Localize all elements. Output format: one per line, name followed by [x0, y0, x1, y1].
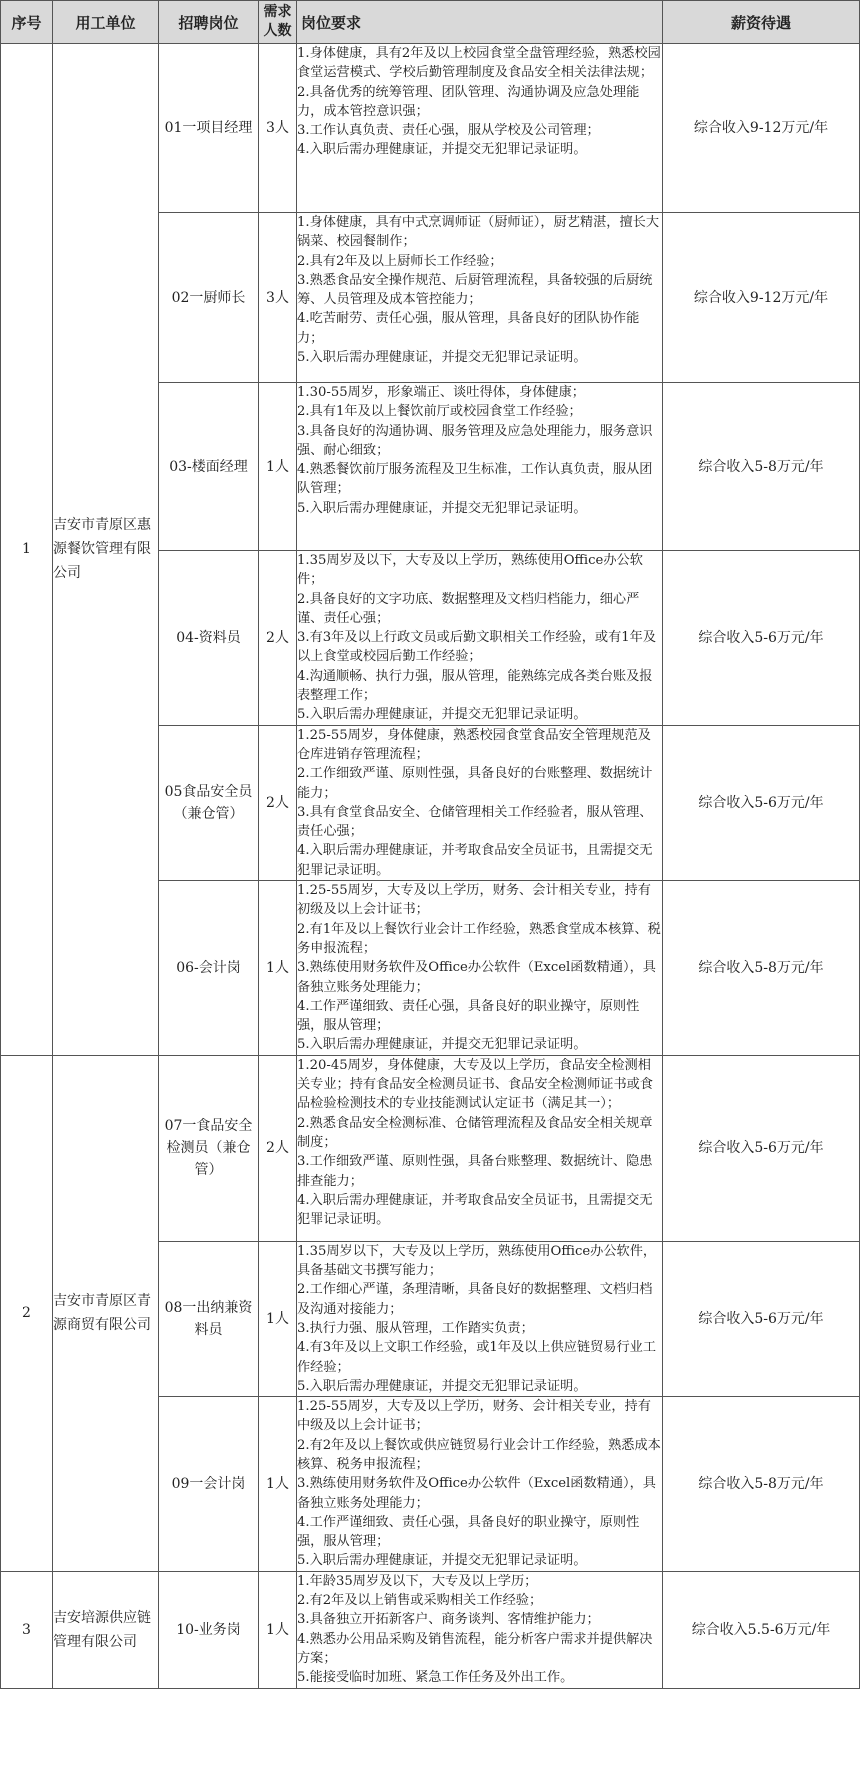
position-cell: 02一厨师长 — [159, 213, 259, 383]
position-cell: 09一会计岗 — [159, 1397, 259, 1572]
requirement-item: 1.35周岁及以下，大专及以上学历，熟练使用Office办公软件； — [297, 553, 643, 588]
header-count: 需求 人数 — [259, 1, 297, 44]
seq-cell: 1 — [1, 44, 53, 1056]
count-cell: 1人 — [259, 1397, 297, 1572]
requirement-item: 3.具备良好的沟通协调、服务管理及应急处理能力，服务意识强、耐心细致； — [297, 423, 653, 458]
requirement-item: 5.入职后需办理健康证，并提交无犯罪记录证明。 — [297, 1037, 587, 1053]
requirement-item: 1.25-55周岁，大专及以上学历，财务、会计相关专业，持有中级及以上会计证书； — [297, 1399, 651, 1434]
requirement-item: 3.熟练使用财务软件及Office办公软件（Excel函数精通），具备独立账务处理能力； — [297, 960, 656, 995]
requirement-item: 1.身体健康，具有2年及以上校园食堂全盘管理经验，熟悉校园食堂运营模式、学校后勤管理制度及食品安全相关法律法规； — [297, 46, 661, 81]
requirement-item: 5.入职后需办理健康证，并提交无犯罪记录证明。 — [297, 350, 587, 366]
salary-cell: 综合收入5-8万元/年 — [663, 881, 860, 1056]
requirement-item: 3.具有食堂食品安全、仓储管理相关工作经验者，服从管理、责任心强； — [297, 804, 653, 840]
requirement-item: 3.执行力强、服从管理，工作踏实负责； — [297, 1320, 534, 1336]
table-header-row — [1, 1, 860, 44]
requirement-item: 2.具有2年及以上厨师长工作经验； — [297, 253, 503, 269]
requirement-item: 2.有2年及以上餐饮或供应链贸易行业会计工作经验，熟悉成本核算、税务申报流程； — [297, 1437, 661, 1472]
requirements-cell — [297, 1055, 663, 1241]
salary-cell: 综合收入5-6万元/年 — [663, 551, 860, 726]
requirement-item: 5.入职后需办理健康证，并提交无犯罪记录证明。 — [297, 1378, 587, 1394]
requirements-cell — [297, 44, 663, 213]
position-cell: 01一项目经理 — [159, 44, 259, 213]
requirement-item: 4.有3年及以上文职工作经验，或1年及以上供应链贸易行业工作经验； — [297, 1340, 657, 1375]
requirement-item: 4.吃苦耐劳、责任心强，服从管理，具备良好的团队协作能力； — [297, 311, 640, 346]
count-cell: 1人 — [259, 1241, 297, 1396]
requirement-item: 4.入职后需办理健康证，并考取食品安全员证书，且需提交无犯罪记录证明。 — [297, 843, 653, 878]
requirement-item: 1.25-55周岁，身体健康，熟悉校园食堂食品安全管理规范及仓库进销存管理流程； — [297, 727, 651, 762]
requirements-cell — [297, 725, 663, 880]
salary-cell: 综合收入5-8万元/年 — [663, 1397, 860, 1572]
requirement-item: 4.沟通顺畅、执行力强，服从管理，能熟练完成各类台账及报表整理工作； — [297, 668, 653, 704]
requirement-item: 2.工作细致严谨、原则性强，具备良好的台账整理、数据统计能力； — [297, 766, 653, 801]
requirement-item: 1.年龄35周岁及以下，大专及以上学历； — [297, 1573, 538, 1589]
requirement-item: 5.入职后需办理健康证，并提交无犯罪记录证明。 — [297, 1553, 587, 1569]
header-employer: 用工单位 — [53, 1, 159, 44]
count-cell: 1人 — [259, 881, 297, 1056]
count-cell: 3人 — [259, 44, 297, 213]
table-row — [1, 44, 860, 213]
requirement-item: 2.工作细心严谨，条理清晰，具备良好的数据整理、文档归档及沟通对接能力； — [297, 1282, 653, 1317]
salary-cell: 综合收入5-6万元/年 — [663, 1055, 860, 1241]
employer-cell: 吉安培源供应链管理有限公司 — [53, 1571, 159, 1688]
requirement-item: 3.熟练使用财务软件及Office办公软件（Excel函数精通），具备独立账务处理能力； — [297, 1476, 656, 1511]
count-cell: 2人 — [259, 551, 297, 726]
position-cell: 05食品安全员（兼仓管） — [159, 725, 259, 880]
position-cell: 06-会计岗 — [159, 881, 259, 1056]
count-cell: 1人 — [259, 383, 297, 551]
requirement-item: 1.30-55周岁，形象端正、谈吐得体，身体健康； — [297, 385, 585, 400]
requirement-item: 4.入职后需办理健康证，并考取食品安全员证书，且需提交无犯罪记录证明。 — [297, 1192, 653, 1228]
requirements-cell — [297, 383, 663, 551]
count-cell: 2人 — [259, 725, 297, 880]
requirement-item: 2.具有1年及以上餐饮前厅或校园食堂工作经验； — [297, 404, 582, 420]
requirement-item: 5.入职后需办理健康证，并提交无犯罪记录证明。 — [297, 500, 587, 516]
requirement-item: 3.工作细致严谨、原则性强，具备台账整理、数据统计、隐患排查能力； — [297, 1154, 653, 1189]
requirements-cell — [297, 213, 663, 383]
requirement-item: 3.具备独立开拓新客户、商务谈判、客情维护能力； — [297, 1612, 600, 1628]
salary-cell: 综合收入5-6万元/年 — [663, 725, 860, 880]
requirement-item: 2.具备优秀的统筹管理、团队管理、沟通协调及应急处理能力，成本管控意识强； — [297, 84, 640, 119]
requirement-item: 2.熟悉食品安全检测标准、仓储管理流程及食品安全相关规章制度； — [297, 1115, 653, 1150]
requirements-cell — [297, 1571, 663, 1688]
position-cell: 07一食品安全检测员（兼仓管） — [159, 1055, 259, 1241]
requirements-cell — [297, 881, 663, 1056]
salary-cell: 综合收入5-8万元/年 — [663, 383, 860, 551]
requirement-item: 2.有2年及以上销售或采购相关工作经验； — [297, 1593, 543, 1609]
employer-cell: 吉安市青原区惠源餐饮管理有限公司 — [53, 44, 159, 1056]
requirement-item: 1.身体健康，具有中式烹调师证（厨师证），厨艺精湛，擅长大锅菜、校园餐制作； — [297, 215, 660, 250]
requirement-item: 3.熟悉食品安全操作规范、后厨管理流程，具备较强的后厨统筹、人员管理及成本管控能力； — [297, 272, 653, 308]
header-position: 招聘岗位 — [159, 1, 259, 44]
requirement-item: 4.熟悉办公用品采购及销售流程，能分析客户需求并提供解决方案； — [297, 1631, 653, 1666]
position-cell: 10-业务岗 — [159, 1571, 259, 1688]
requirement-item: 5.能接受临时加班、紧急工作任务及外出工作。 — [297, 1670, 574, 1686]
header-salary: 薪资待遇 — [663, 1, 860, 44]
requirement-item: 1.20-45周岁，身体健康，大专及以上学历，食品安全检测相关专业；持有食品安全检测员证书、食品安全检测师证书或食品检验检测技术的专业技能测试认定证书（满足其一）； — [297, 1057, 654, 1112]
requirement-item: 4.熟悉餐饮前厅服务流程及卫生标准，工作认真负责，服从团队管理； — [297, 462, 653, 497]
salary-cell: 综合收入5-6万元/年 — [663, 1241, 860, 1396]
table-row — [1, 1055, 860, 1241]
requirement-item: 1.25-55周岁，大专及以上学历，财务、会计相关专业，持有初级及以上会计证书； — [297, 883, 651, 918]
table-row — [1, 1571, 860, 1688]
position-cell: 04-资料员 — [159, 551, 259, 726]
requirements-cell — [297, 1397, 663, 1572]
position-cell: 08一出纳兼资料员 — [159, 1241, 259, 1396]
count-cell: 2人 — [259, 1055, 297, 1241]
count-cell: 3人 — [259, 213, 297, 383]
table-body — [1, 44, 860, 1689]
header-seq: 序号 — [1, 1, 53, 44]
requirement-item: 4.工作严谨细致、责任心强，具备良好的职业操守，原则性强，服从管理； — [297, 998, 640, 1034]
seq-cell: 2 — [1, 1055, 53, 1571]
position-cell: 03-楼面经理 — [159, 383, 259, 551]
requirement-item: 3.有3年及以上行政文员或后勤文职相关工作经验，或有1年及以上食堂或校园后勤工作经验； — [297, 630, 657, 665]
requirement-item: 3.工作认真负责、责任心强，服从学校及公司管理； — [297, 123, 600, 139]
seq-cell: 3 — [1, 1571, 53, 1688]
requirement-item: 4.入职后需办理健康证，并提交无犯罪记录证明。 — [297, 142, 587, 158]
requirement-item: 5.入职后需办理健康证，并提交无犯罪记录证明。 — [297, 707, 587, 723]
requirement-item: 1.35周岁以下，大专及以上学历，熟练使用Office办公软件，具备基础文书撰写能力； — [297, 1243, 657, 1279]
requirement-item: 4.工作严谨细致、责任心强，具备良好的职业操守，原则性强，服从管理； — [297, 1514, 640, 1550]
count-cell: 1人 — [259, 1571, 297, 1688]
header-requirements: 岗位要求 — [297, 1, 663, 44]
requirement-item: 2.有1年及以上餐饮行业会计工作经验，熟悉食堂成本核算、税务申报流程； — [297, 921, 661, 956]
requirements-cell — [297, 551, 663, 726]
requirement-item: 2.具备良好的文字功底、数据整理及文档归档能力，细心严谨、责任心强； — [297, 591, 640, 626]
requirements-cell — [297, 1241, 663, 1396]
employer-cell: 吉安市青原区青源商贸有限公司 — [53, 1055, 159, 1571]
salary-cell: 综合收入5.5-6万元/年 — [663, 1571, 860, 1688]
salary-cell: 综合收入9-12万元/年 — [663, 213, 860, 383]
salary-cell: 综合收入9-12万元/年 — [663, 44, 860, 213]
